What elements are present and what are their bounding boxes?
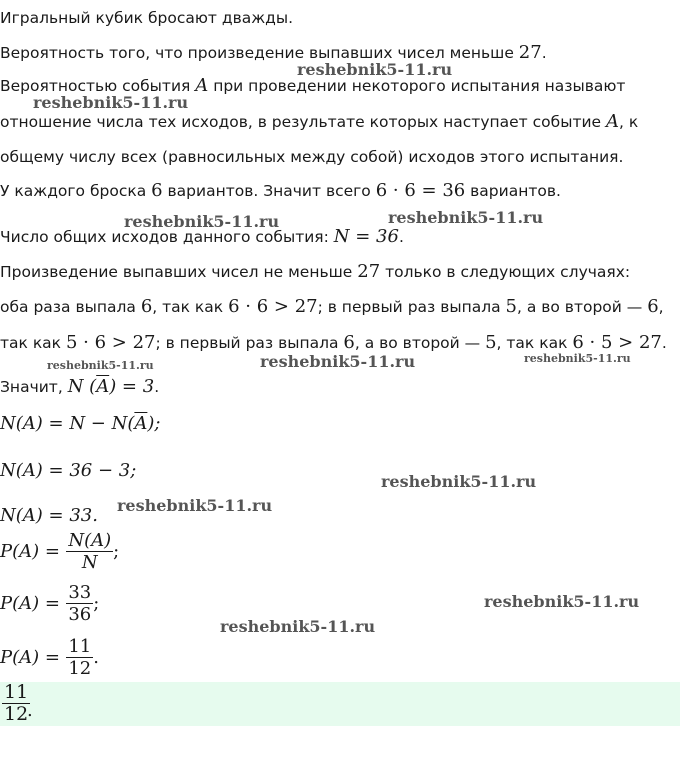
text-line-11: Значит, N $(\overline{A}) = 3$.: [0, 376, 160, 397]
watermark: reshebnik5-11.ru: [124, 212, 280, 231]
math: 6: [140, 296, 153, 317]
math: A: [606, 111, 620, 132]
equation-text: N(A) = 36 − 3;: [0, 460, 137, 481]
watermark: reshebnik5-11.ru: [524, 352, 631, 365]
text: так как: [0, 334, 66, 352]
fraction: [66, 636, 93, 679]
text: , к: [619, 113, 639, 131]
numerator: N(A): [68, 530, 112, 551]
text: Число общих исходов данного события:: [0, 228, 334, 246]
complement-event: $\overline{A}$: [134, 413, 148, 434]
equation-lhs: P(A) =: [0, 647, 60, 668]
denominator: 12: [68, 658, 92, 679]
text-line-5: [0, 147, 623, 167]
equation-text: N(A) = 33.: [0, 505, 98, 526]
watermark: reshebnik5-11.ru: [117, 496, 273, 515]
text: , так как: [496, 334, 573, 352]
text: ; в первый раз выпала: [155, 334, 344, 352]
math: A: [195, 75, 209, 96]
denominator: 12: [4, 703, 29, 725]
equation-lhs: P(A) =: [0, 541, 60, 562]
text: при проведении некоторого испытания называют: [208, 77, 626, 95]
watermark: reshebnik5-11.ru: [220, 617, 376, 636]
text-line-10: так как 5 · 6 > 27; в первый раз выпала 6, а во второй — 5, так как 6 · 5 > 27.: [0, 332, 667, 353]
text-line-6: [0, 181, 561, 201]
math: 6 · 6 > 27: [228, 296, 318, 317]
answer-fraction: [2, 682, 30, 725]
equation-3: [0, 502, 98, 526]
text: Игральный кубик бросают дважды.: [0, 9, 294, 27]
math: N = 36: [333, 226, 399, 247]
text: вариантов. Значит всего: [162, 182, 376, 200]
text: Значит,: [0, 378, 68, 396]
math: 5: [505, 296, 517, 317]
text: Произведение выпавших чисел не меньше: [0, 263, 358, 281]
text-line-2: Вероятность того, что произведение выпавших чисел меньше 27.: [0, 42, 547, 63]
watermark: reshebnik5-11.ru: [297, 60, 453, 79]
text-line-1: [0, 8, 293, 28]
text-line-7: Число общих исходов данного события: N = 36.: [0, 226, 404, 247]
complement-event: $\overline{A}$: [96, 376, 110, 397]
text: ; в первый раз выпала: [317, 298, 506, 316]
text-line-8: [0, 262, 630, 282]
numerator: 33: [68, 582, 92, 603]
text: вариантов.: [465, 182, 561, 200]
fraction: [66, 530, 113, 573]
text: Вероятность того, что произведение выпавших чисел меньше: [0, 44, 519, 62]
math: 6: [647, 296, 659, 317]
math: 6: [151, 180, 163, 201]
text: , так как: [152, 298, 229, 316]
text: отношение числа тех исходов, в результате которых наступает событие: [0, 113, 607, 131]
equation-6: P(A) = $\frac{11}{12}$ .: [0, 636, 99, 679]
text: , а во второй —: [354, 334, 486, 352]
equation-text: $N(A) = N - N(\overline{A})$;: [0, 413, 161, 434]
text: общему числу всех (равносильных между собой) исходов этого испытания.: [0, 148, 624, 166]
watermark: reshebnik5-11.ru: [381, 472, 537, 491]
period: .: [27, 700, 33, 721]
text-line-9: оба раза выпала 6, так как 6 · 6 > 27; в первый раз выпала 5, а во второй — 6,: [0, 296, 664, 317]
denominator: 36: [68, 604, 92, 625]
equation-lhs: P(A) =: [0, 593, 60, 614]
math: 27: [357, 261, 381, 282]
watermark: reshebnik5-11.ru: [484, 592, 640, 611]
text: только в следующих случаях:: [380, 263, 631, 281]
math: 5: [485, 332, 497, 353]
math: 5 · 6 > 27: [65, 332, 156, 353]
denominator: N: [81, 552, 98, 573]
fraction: [66, 582, 93, 625]
math: N $(\overline{A}) = 3$: [67, 376, 155, 397]
watermark: reshebnik5-11.ru: [388, 208, 544, 227]
watermark: reshebnik5-11.ru: [47, 359, 154, 372]
watermark: reshebnik5-11.ru: [260, 352, 416, 371]
answer-block: [0, 682, 680, 726]
numerator: 11: [4, 681, 29, 703]
equation-2: [0, 457, 136, 481]
text: У каждого броска: [0, 182, 152, 200]
math: 27: [518, 42, 542, 63]
math: 6 · 5 > 27: [572, 332, 662, 353]
text: , а во второй —: [516, 298, 648, 316]
equation-1: [0, 410, 160, 434]
text: Вероятностью события: [0, 77, 196, 95]
math: 6 · 6 = 36: [375, 180, 466, 201]
equation-5: P(A) = $\frac{33}{36}$ ;: [0, 582, 100, 625]
text-line-4: [0, 112, 638, 132]
equation-4: P(A) = $\frac{N(A)}{N}$ ;: [0, 530, 120, 573]
numerator: 11: [68, 636, 92, 657]
watermark: reshebnik5-11.ru: [33, 93, 189, 112]
math: 6: [343, 332, 355, 353]
text: оба раза выпала: [0, 298, 141, 316]
